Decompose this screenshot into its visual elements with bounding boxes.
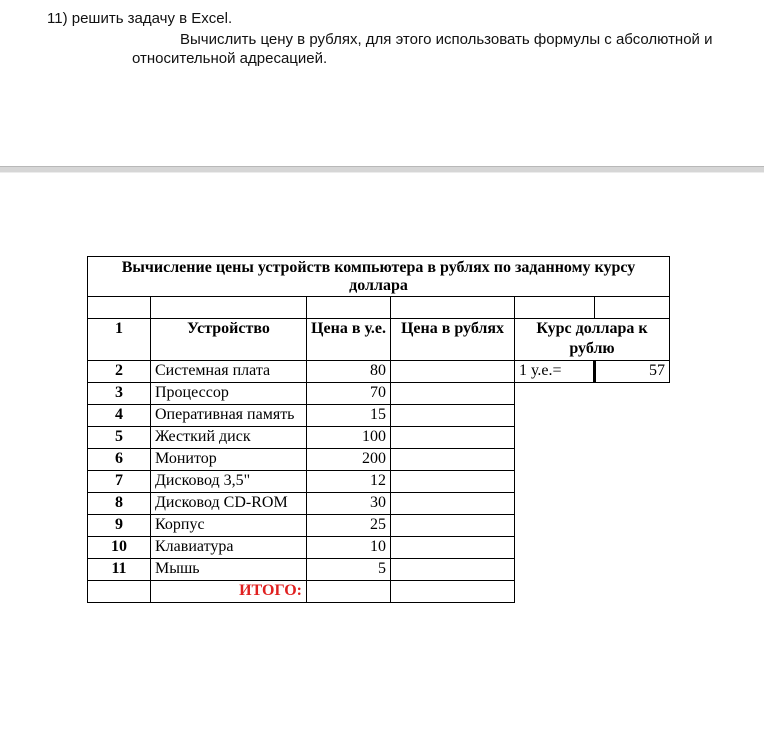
blank-area [515,427,670,449]
row-num[interactable]: 3 [88,383,151,405]
page-divider [0,166,764,173]
row-num[interactable]: 11 [88,559,151,581]
row-device[interactable]: Дисковод CD-ROM [151,493,307,515]
row-price-ue[interactable]: 70 [307,383,391,405]
row-device[interactable]: Системная плата [151,361,307,383]
row-price-ue[interactable]: 25 [307,515,391,537]
row-num[interactable]: 2 [88,361,151,383]
task-description-line1: Вычислить цену в рублях, для этого использовать формулы с абсолютной и [180,31,713,48]
row-num[interactable]: 5 [88,427,151,449]
empty-cell[interactable] [151,297,307,319]
blank-area [515,559,670,581]
row-price-ue[interactable]: 15 [307,405,391,427]
rate-value[interactable]: 57 [595,361,670,383]
header-rate[interactable]: Курс доллара к рублю [515,319,670,361]
row-num[interactable]: 9 [88,515,151,537]
empty-cell[interactable] [595,297,670,319]
row-num[interactable]: 6 [88,449,151,471]
header-device[interactable]: Устройство [151,319,307,361]
row-num[interactable]: 4 [88,405,151,427]
blank-area [515,515,670,537]
header-price-ue[interactable]: Цена в у.е. [307,319,391,361]
row-price-rub[interactable] [391,383,515,405]
task-description-line2: относительной адресацией. [132,50,328,67]
row-num[interactable]: 10 [88,537,151,559]
row-device[interactable]: Клавиатура [151,537,307,559]
blank-area [515,471,670,493]
row-device[interactable]: Дисковод 3,5" [151,471,307,493]
row-price-rub[interactable] [391,361,515,383]
price-table [87,256,670,603]
row-price-rub[interactable] [391,537,515,559]
row-price-ue[interactable]: 200 [307,449,391,471]
row-device[interactable]: Процессор [151,383,307,405]
row-device[interactable]: Жесткий диск [151,427,307,449]
row-price-ue[interactable]: 100 [307,427,391,449]
row-num[interactable]: 8 [88,493,151,515]
row-device[interactable]: Корпус [151,515,307,537]
blank-area [515,449,670,471]
row-price-rub[interactable] [391,449,515,471]
row-device[interactable]: Мышь [151,559,307,581]
blank-area [515,405,670,427]
row-price-ue[interactable]: 30 [307,493,391,515]
blank-area [515,493,670,515]
total-label[interactable]: ИТОГО: [151,581,307,603]
blank-area [515,383,670,405]
total-price-rub[interactable] [391,581,515,603]
header-num[interactable]: 1 [88,319,151,361]
row-device[interactable]: Оперативная память [151,405,307,427]
total-price-ue[interactable] [307,581,391,603]
task-title: 11) решить задачу в Excel. [47,10,233,27]
empty-cell[interactable] [88,297,151,319]
row-price-rub[interactable] [391,559,515,581]
row-device[interactable]: Монитор [151,449,307,471]
empty-cell[interactable] [88,581,151,603]
row-price-ue[interactable]: 10 [307,537,391,559]
row-price-rub[interactable] [391,405,515,427]
empty-cell[interactable] [515,297,595,319]
table-title: Вычисление цены устройств компьютера в рублях по заданному курсу доллара [88,257,670,297]
row-num[interactable]: 7 [88,471,151,493]
row-price-ue[interactable]: 5 [307,559,391,581]
blank-area [515,537,670,559]
empty-cell[interactable] [391,297,515,319]
row-price-rub[interactable] [391,493,515,515]
header-price-rub[interactable]: Цена в рублях [391,319,515,361]
row-price-rub[interactable] [391,427,515,449]
row-price-rub[interactable] [391,471,515,493]
blank-area [515,581,670,603]
empty-cell[interactable] [307,297,391,319]
row-price-ue[interactable]: 12 [307,471,391,493]
rate-label[interactable]: 1 у.е.= [515,361,595,383]
row-price-ue[interactable]: 80 [307,361,391,383]
row-price-rub[interactable] [391,515,515,537]
